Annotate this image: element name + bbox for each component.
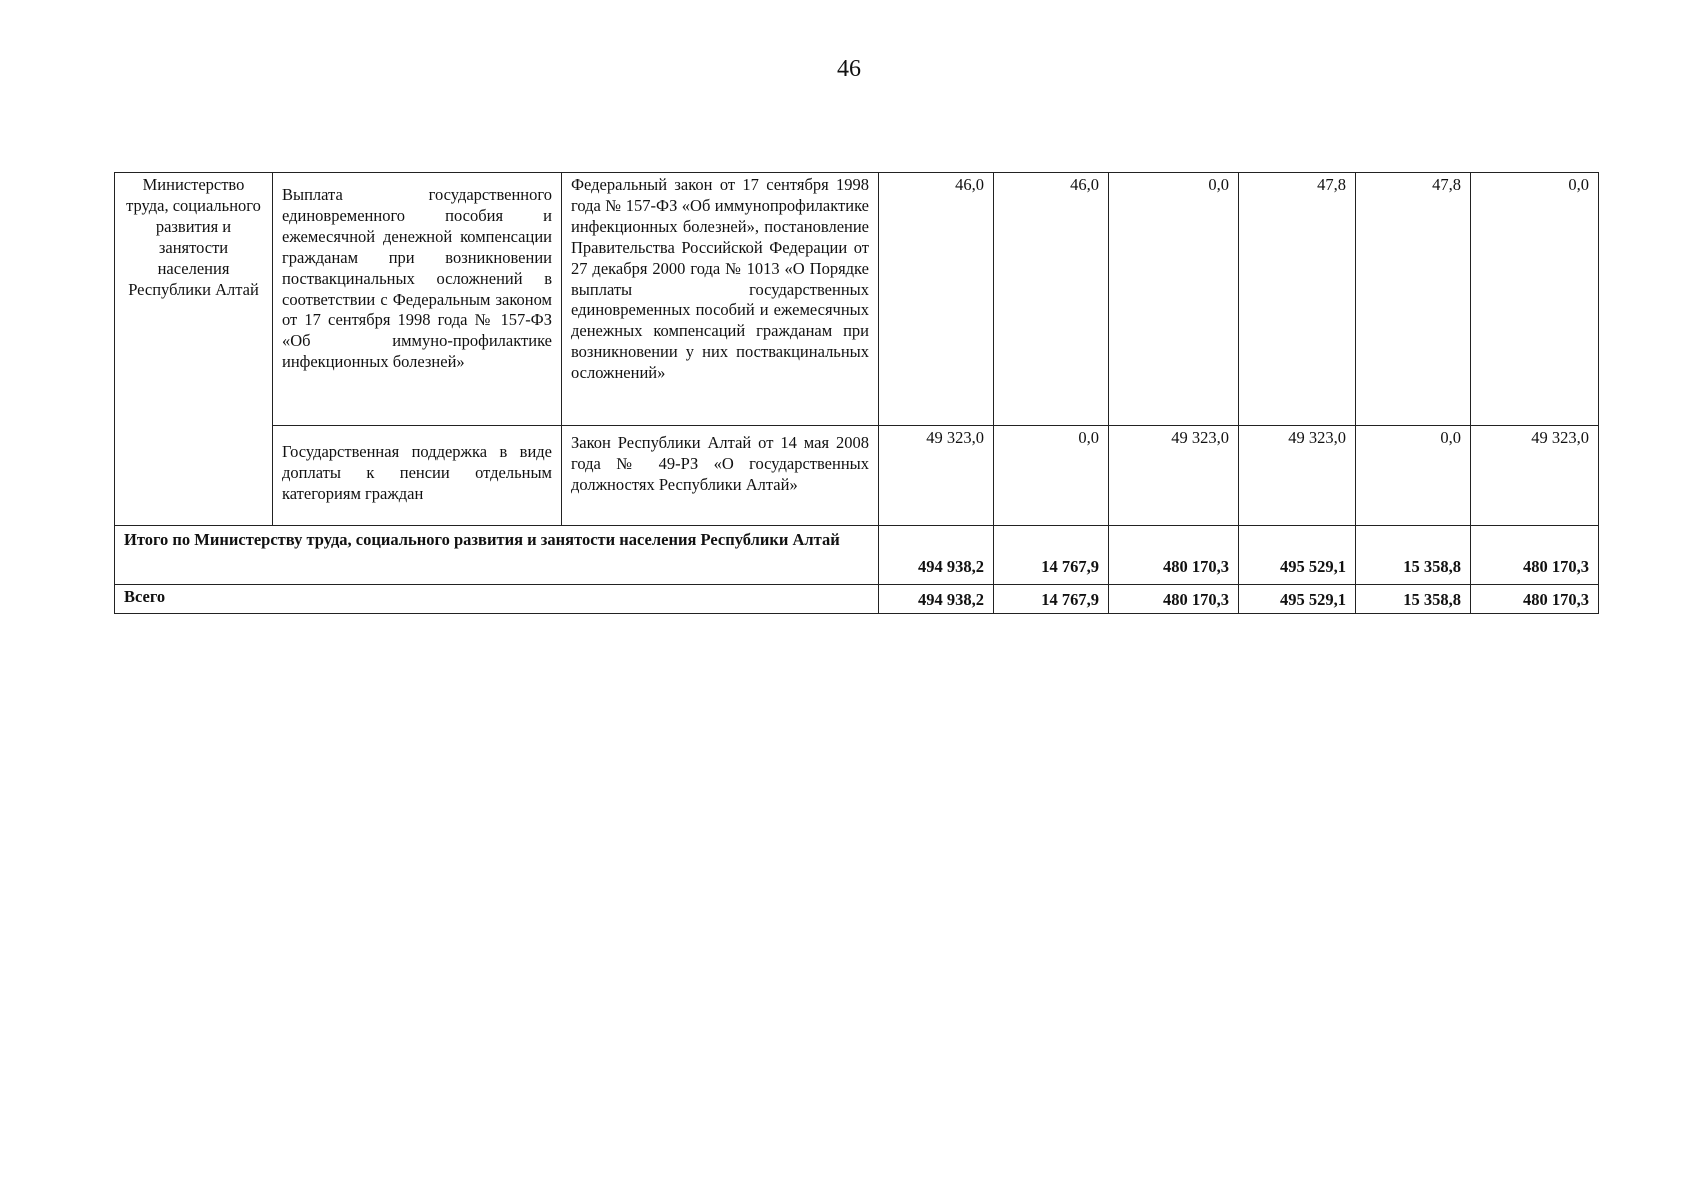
grand-total-value: 480 170,3 (1471, 585, 1599, 614)
value-cell: 0,0 (1471, 173, 1599, 426)
grand-total-value: 480 170,3 (1109, 585, 1239, 614)
value-cell: 49 323,0 (1471, 426, 1599, 526)
subtotal-row (115, 526, 1599, 585)
law-cell: Федеральный закон от 17 сентября 1998 года № 157-ФЗ «Об иммунопрофилактике инфекционных болезней», постановление Правительства Российской Федерации от 27 декабря 2000 года № 1013 «О Порядке выплаты государственных единовременных пособий и ежемесячных денежных компенсаций гражданам при возникновении у них поствакцинальных осложнений» (562, 173, 879, 426)
grand-total-value: 495 529,1 (1239, 585, 1356, 614)
law-cell: Закон Республики Алтай от 14 мая 2008 года № 49-РЗ «О государственных должностях Республики Алтай» (562, 426, 879, 526)
value-cell: 0,0 (1356, 426, 1471, 526)
grand-total-value: 14 767,9 (994, 585, 1109, 614)
agency-cell: Министерство труда, социального развития и занятости населения Республики Алтай (115, 173, 273, 526)
subtotal-value: 14 767,9 (994, 526, 1109, 585)
value-cell: 49 323,0 (1239, 426, 1356, 526)
subtotal-value: 480 170,3 (1109, 526, 1239, 585)
subtotal-value: 480 170,3 (1471, 526, 1599, 585)
value-cell: 49 323,0 (879, 426, 994, 526)
grand-total-row (115, 585, 1599, 614)
value-cell: 47,8 (1356, 173, 1471, 426)
subtotal-value: 495 529,1 (1239, 526, 1356, 585)
value-cell: 47,8 (1239, 173, 1356, 426)
table-row (115, 173, 1599, 426)
table-row (115, 426, 1599, 526)
value-cell: 46,0 (879, 173, 994, 426)
description-cell: Выплата государственного единовременного пособия и ежемесячной денежной компенсации гражданам при возникновении поствакцинальных осложнений в соответствии с Федеральным законом от 17 сентября 1998 года № 157-ФЗ «Об иммуно-профилактике инфекционных болезней» (273, 173, 562, 426)
grand-total-value: 15 358,8 (1356, 585, 1471, 614)
value-cell: 0,0 (994, 426, 1109, 526)
subtotal-value: 15 358,8 (1356, 526, 1471, 585)
description-cell: Государственная поддержка в виде доплаты к пенсии отдельным категориям граждан (273, 426, 562, 526)
grand-total-label: Всего (115, 585, 879, 614)
subtotal-value: 494 938,2 (879, 526, 994, 585)
grand-total-value: 494 938,2 (879, 585, 994, 614)
budget-table (114, 172, 1599, 614)
subtotal-label: Итого по Министерству труда, социального развития и занятости населения Республики Алтай (115, 526, 879, 585)
value-cell: 46,0 (994, 173, 1109, 426)
page-number: 46 (837, 56, 861, 82)
value-cell: 49 323,0 (1109, 426, 1239, 526)
value-cell: 0,0 (1109, 173, 1239, 426)
